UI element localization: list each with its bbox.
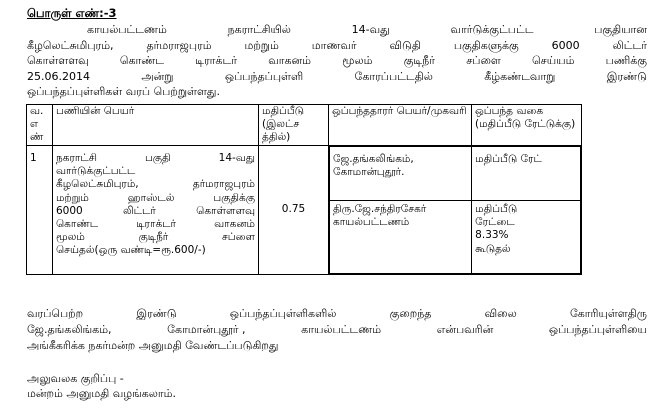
word: பகுதிகளுக்கு bbox=[453, 38, 519, 52]
table-header-row bbox=[27, 105, 582, 146]
cell-work-name: நகராட்சி பகுதி 14-வது வார்டுக்குட்பட்ட கீழலெட்சுமிபுரம், தர்மராஜபுரம் மற்றும் ஹாஸ்டல் பகுதிக்கு 6000 லிட்டர் கொள்ளளவு கொண்ட டிராக்டர் வாகனம் மூலம் குடிநீர் சப்ளை செய்தல்(ஒரு வண்டி=ரூ.600/-) bbox=[53, 146, 259, 275]
word: 6000 bbox=[551, 38, 580, 52]
recommendation-paragraph bbox=[27, 306, 647, 354]
intro-line bbox=[27, 84, 647, 100]
word: வாகனம் bbox=[268, 54, 312, 67]
word: விடுதி bbox=[389, 38, 421, 52]
word: ஒப்பந்தப்புள்ளி bbox=[224, 69, 304, 83]
cell-bids bbox=[329, 146, 582, 275]
word: டிராக்டர் bbox=[195, 54, 237, 67]
word: சப்ளை bbox=[466, 54, 501, 67]
bid-contractor: திரு.ஜே.சந்திரசேகர் காயல்பட்டணம் bbox=[330, 201, 472, 274]
header-tender-type: ஒப்பந்த வகை (மதிப்பீடு ரேட்டுக்கு) bbox=[472, 105, 582, 146]
intro-line bbox=[27, 69, 647, 85]
para-line: ஜே.தங்கலிங்கம், கோமான்புதூர் , காயல்பட்டணம் என்பவரின் ஒப்பந்தப்புள்ளியை bbox=[27, 323, 647, 336]
word: மூலம் bbox=[342, 54, 373, 67]
word: கொண்ட bbox=[119, 54, 164, 67]
intro-line bbox=[27, 53, 647, 69]
office-note-title: அலுவலக குறிப்பு - bbox=[27, 372, 124, 385]
bid-rate: மதிப்பீடு ரேட் bbox=[472, 147, 581, 201]
header-estimate: மதிப்பீடு (இலட்ச த்தில்) bbox=[259, 105, 329, 146]
bid-rate: மதிப்பீடு ரேட்டை 8.33% கூடுதல் bbox=[472, 201, 581, 274]
word: மாணவர் bbox=[311, 38, 357, 52]
word: கொள்ளளவு bbox=[27, 54, 89, 67]
word: காயல்பட்டணம் bbox=[87, 23, 167, 36]
header-work-name: பணியின் பெயர் bbox=[53, 105, 259, 146]
word: நகராட்சியில் bbox=[227, 23, 291, 36]
intro-line bbox=[27, 22, 647, 38]
word: பகுதியான bbox=[594, 23, 647, 36]
header-sno: வ. எ ண் bbox=[27, 105, 53, 146]
word: ஒப்பந்தப்புள்ளிகள் வரப் பெற்றுள்ளது. bbox=[27, 85, 220, 98]
para-line: அங்கீகரிக்க நகர்மன்ற அனுமதி வேண்டப்படுகிறது bbox=[27, 339, 279, 352]
para-line: வரப்பெற்ற இரண்டு ஒப்பந்தப்புள்ளிகளில் குறைந்த விலை கோரியுள்ளதிரு bbox=[27, 307, 647, 320]
intro-paragraph bbox=[27, 22, 647, 100]
word: 25.06.2014 bbox=[27, 69, 90, 83]
word: 14-வது bbox=[351, 23, 390, 36]
word: கோரப்பட்டதில் bbox=[354, 69, 433, 83]
office-note-body: மன்றம் அனுமதி வழங்கலாம். bbox=[27, 387, 176, 400]
word: கீழலெட்சுமிபுரம், bbox=[27, 38, 114, 52]
word: தர்மராஜபுரம் bbox=[146, 38, 212, 52]
word: பணிக்கு bbox=[605, 54, 647, 67]
word: குடிநீர் bbox=[403, 54, 435, 67]
word: செய்யம் bbox=[532, 54, 575, 67]
subject-heading: பொருள் எண்:-3 bbox=[27, 6, 117, 20]
cell-sno: 1 bbox=[27, 146, 53, 275]
word: வார்டுக்குட்பட்ட bbox=[450, 23, 534, 36]
header-contractor: ஒப்பந்ததாரர் பெயர்/முகவரி bbox=[329, 105, 472, 146]
cell-estimate: 0.75 bbox=[259, 146, 329, 275]
bid-row bbox=[330, 201, 581, 274]
word: லிட்டர் bbox=[612, 38, 647, 52]
bid-contractor: ஜே.தங்கலிங்கம், கோமான்புதூர். bbox=[330, 147, 472, 201]
word: இரண்டு bbox=[606, 69, 647, 83]
bid-row bbox=[330, 147, 581, 201]
tender-table bbox=[26, 104, 582, 275]
word: கீழ்கண்டவாறு bbox=[484, 69, 556, 83]
word: அன்று bbox=[141, 69, 174, 83]
word: மற்றும் bbox=[244, 38, 279, 52]
bids-subtable bbox=[329, 146, 581, 274]
table-row bbox=[27, 146, 582, 275]
intro-line bbox=[27, 38, 647, 54]
